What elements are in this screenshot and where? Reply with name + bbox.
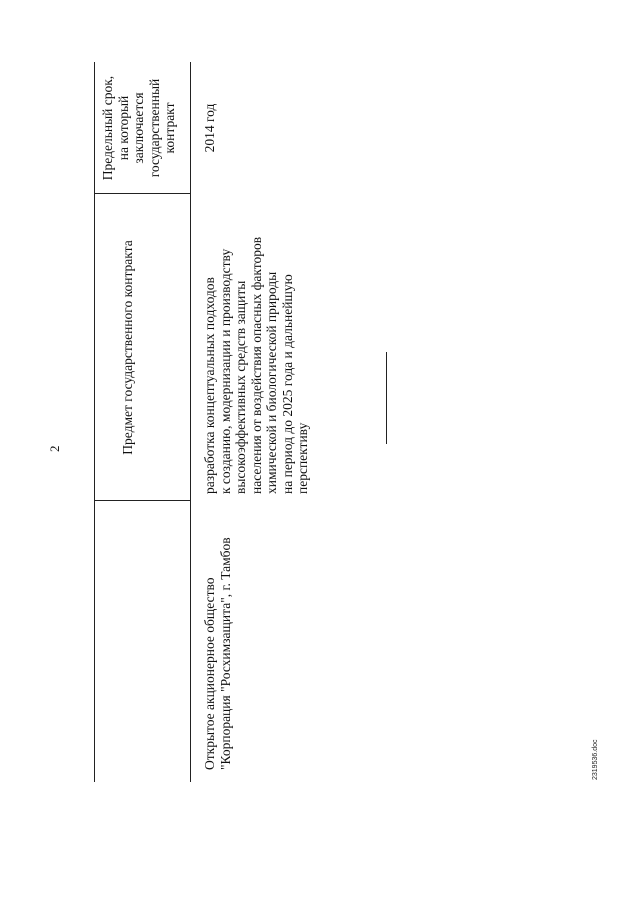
row-subject <box>202 194 311 494</box>
closing-separator-line <box>386 352 387 444</box>
subject-line: перспективу <box>295 422 310 494</box>
header-deadline <box>100 62 178 194</box>
header-deadline-line: контракт <box>162 102 177 154</box>
subject-line: химической и биологической природы <box>264 271 279 494</box>
table-top-rule <box>94 62 95 782</box>
page-number: 2 <box>47 445 62 452</box>
subject-line: разработка концептуальных подходов <box>202 277 217 494</box>
header-deadline-line: на который заключается <box>115 92 146 164</box>
organization-line: Открытое акционерное общество <box>202 577 217 770</box>
row-organization <box>202 500 233 770</box>
subject-line: населения от воздействия опасных факторов <box>248 236 264 494</box>
footer-filename: 2319536.doc <box>592 739 599 780</box>
subject-line: к созданию, модернизации и производству <box>217 248 233 494</box>
subject-line: высокоэффективных средств защиты <box>233 280 248 494</box>
subject-line: на период до 2025 года и дальнейшую <box>279 274 295 494</box>
header-subject: Предмет государственного контракта <box>120 240 135 455</box>
row-deadline: 2014 год <box>202 103 217 153</box>
header-deadline-line: государственный <box>146 78 162 178</box>
organization-line: "Корпорация "Росхимзащита", г. Тамбов <box>217 537 233 770</box>
header-bottom-rule <box>190 62 191 782</box>
header-deadline-line: Предельный срок, <box>100 75 115 181</box>
rotated-document-page <box>40 52 600 852</box>
column-divider-1 <box>94 500 190 501</box>
